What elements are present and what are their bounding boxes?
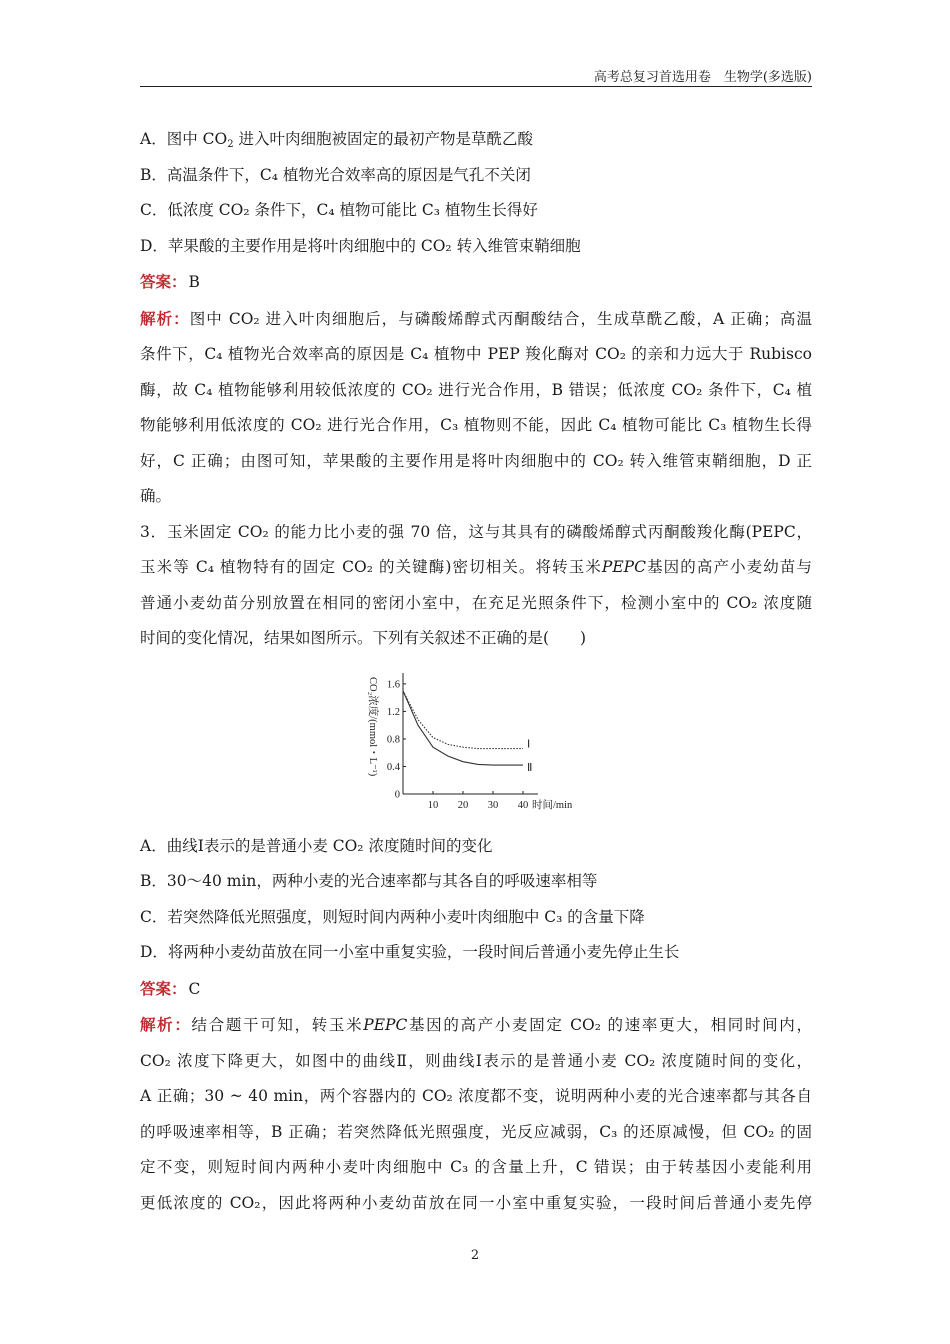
y-tick-label: 1.2 bbox=[386, 706, 400, 718]
q3-explanation-line: 更低浓度的 CO₂，因此将两种小麦幼苗放在同一小室中重复实验，一段时间后普通小麦先停 bbox=[140, 1193, 812, 1212]
x-tick-label: 40 bbox=[517, 799, 529, 811]
q2-explanation-line: 好，C 正确；由图可知，苹果酸的主要作用是将叶肉细胞中的 CO₂ 转入维管束鞘细胞，D 正 bbox=[140, 451, 812, 470]
y-axis-label: CO₂浓度/(mmol・L⁻¹) bbox=[367, 676, 378, 776]
q2-explanation-line: 解析：图中 CO₂ 进入叶肉细胞后，与磷酸烯醇式丙酮酸结合，生成草酰乙酸，A 正确；高温 bbox=[140, 308, 812, 328]
page-number: 2 bbox=[470, 1248, 480, 1263]
q3-explanation-line: CO₂ 浓度下降更大，如图中的曲线Ⅱ，则曲线Ⅰ表示的是普通小麦 CO₂ 浓度随时间的变化， bbox=[140, 1051, 812, 1070]
q2-explanation-line: 确。 bbox=[140, 487, 172, 505]
q3-explanation-line: 解析：结合题干可知，转玉米PEPC基因的高产小麦固定 CO₂ 的速率更大，相同时间内， bbox=[140, 1015, 812, 1034]
q2-explanation-line: 条件下，C₄ 植物光合效率高的原因是 C₄ 植物中 PEP 羧化酶对 CO₂ 的亲和力远大于 Rubisco bbox=[140, 345, 812, 363]
page-content bbox=[140, 122, 812, 1221]
co2-chart bbox=[366, 663, 606, 823]
q3-explanation-line: A 正确；30 ~ 40 min，两个容器内的 CO₂ 浓度都不变，说明两种小麦的光合速率都与其各自 bbox=[140, 1087, 812, 1105]
q3-stem-line: 玉米等 C₄ 植物特有的固定 CO₂ 的关键酶)密切相关。将转玉米PEPC基因的高产小麦幼苗与 bbox=[140, 558, 812, 576]
q3-stem-line: 普通小麦幼苗分别放置在相同的密闭小室中，在充足光照条件下，检测小室中的 CO₂ 浓度随 bbox=[140, 593, 812, 612]
explanation-label: 解析： bbox=[140, 1015, 192, 1034]
x-tick-label: 10 bbox=[427, 799, 439, 811]
header-title: 高考总复习首选用卷 生物学(多选版) bbox=[593, 70, 812, 85]
x-tick-label: 20 bbox=[457, 799, 469, 811]
series-line-1 bbox=[403, 690, 523, 748]
q3-option-a: A．曲线Ⅰ表示的是普通小麦 CO₂ 浓度随时间的变化 bbox=[140, 836, 493, 855]
series-line-2 bbox=[403, 690, 523, 764]
q2-option-c: C．低浓度 CO₂ 条件下，C₄ 植物可能比 C₃ 植物生长得好 bbox=[140, 201, 538, 219]
series-label-2: Ⅱ bbox=[527, 761, 533, 774]
q2-option-a: A．图中 $CO_2$ 进入叶肉细胞被固定的最初产物是草酰乙酸 bbox=[140, 130, 534, 150]
y-tick-label: 0 bbox=[394, 789, 400, 800]
q3-option-b: B．30～40 min，两种小麦的光合速率都与其各自的呼吸速率相等 bbox=[140, 872, 598, 890]
x-tick-label: 30 bbox=[487, 799, 499, 811]
q3-explanation-line: 的呼吸速率相等，B 正确；若突然降低光照强度，光反应减弱，C₃ 的还原减慢，但 CO₂ 的固 bbox=[140, 1122, 812, 1141]
q3-explanation-line: 定不变，则短时间内两种小麦叶肉细胞中 C₃ 的含量上升，C 错误；由于转基因小麦能利用 bbox=[140, 1158, 812, 1176]
answer-label: 答案： bbox=[140, 272, 187, 291]
q3-stem-line: 3．玉米固定 CO₂ 的能力比小麦的强 70 倍，这与其具有的磷酸烯醇式丙酮酸羧化酶(PEPC， bbox=[140, 522, 812, 541]
q2-explanation-line: 物能够利用低浓度的 CO₂ 进行光合作用，C₃ 植物则不能，因此 C₄ 植物可能比 C₃ 植物生长得 bbox=[140, 416, 812, 434]
q2-explanation-line: 酶，故 C₄ 植物能够利用较低浓度的 CO₂ 进行光合作用，B 错误；低浓度 CO₂ 条件下，C₄ 植 bbox=[140, 380, 812, 399]
x-axis-label: 时间/min bbox=[532, 799, 573, 811]
y-tick-label: 0.4 bbox=[386, 761, 400, 773]
q2-option-d: D．苹果酸的主要作用是将叶肉细胞中的 CO₂ 转入维管束鞘细胞 bbox=[140, 236, 581, 255]
q3-answer: 答案： C bbox=[140, 978, 201, 998]
y-tick-label: 1.6 bbox=[386, 678, 400, 690]
answer-label: 答案： bbox=[140, 978, 187, 998]
y-tick-label: 0.8 bbox=[386, 733, 400, 745]
q2-answer: 答案： B bbox=[140, 272, 200, 291]
q3-stem-line: 时间的变化情况，结果如图所示。下列有关叙述不正确的是( ) bbox=[140, 629, 587, 647]
q3-option-c: C．若突然降低光照强度，则短时间内两种小麦叶肉细胞中 C₃ 的含量下降 bbox=[140, 907, 645, 926]
explanation-label: 解析： bbox=[140, 308, 190, 328]
series-label-1: Ⅰ bbox=[527, 738, 531, 751]
q2-option-b: B．高温条件下，C₄ 植物光合效率高的原因是气孔不关闭 bbox=[140, 165, 531, 184]
q3-option-d: D．将两种小麦幼苗放在同一小室中重复实验，一段时间后普通小麦先停止生长 bbox=[140, 943, 680, 961]
chart-container bbox=[140, 657, 812, 829]
page-header bbox=[140, 58, 812, 87]
